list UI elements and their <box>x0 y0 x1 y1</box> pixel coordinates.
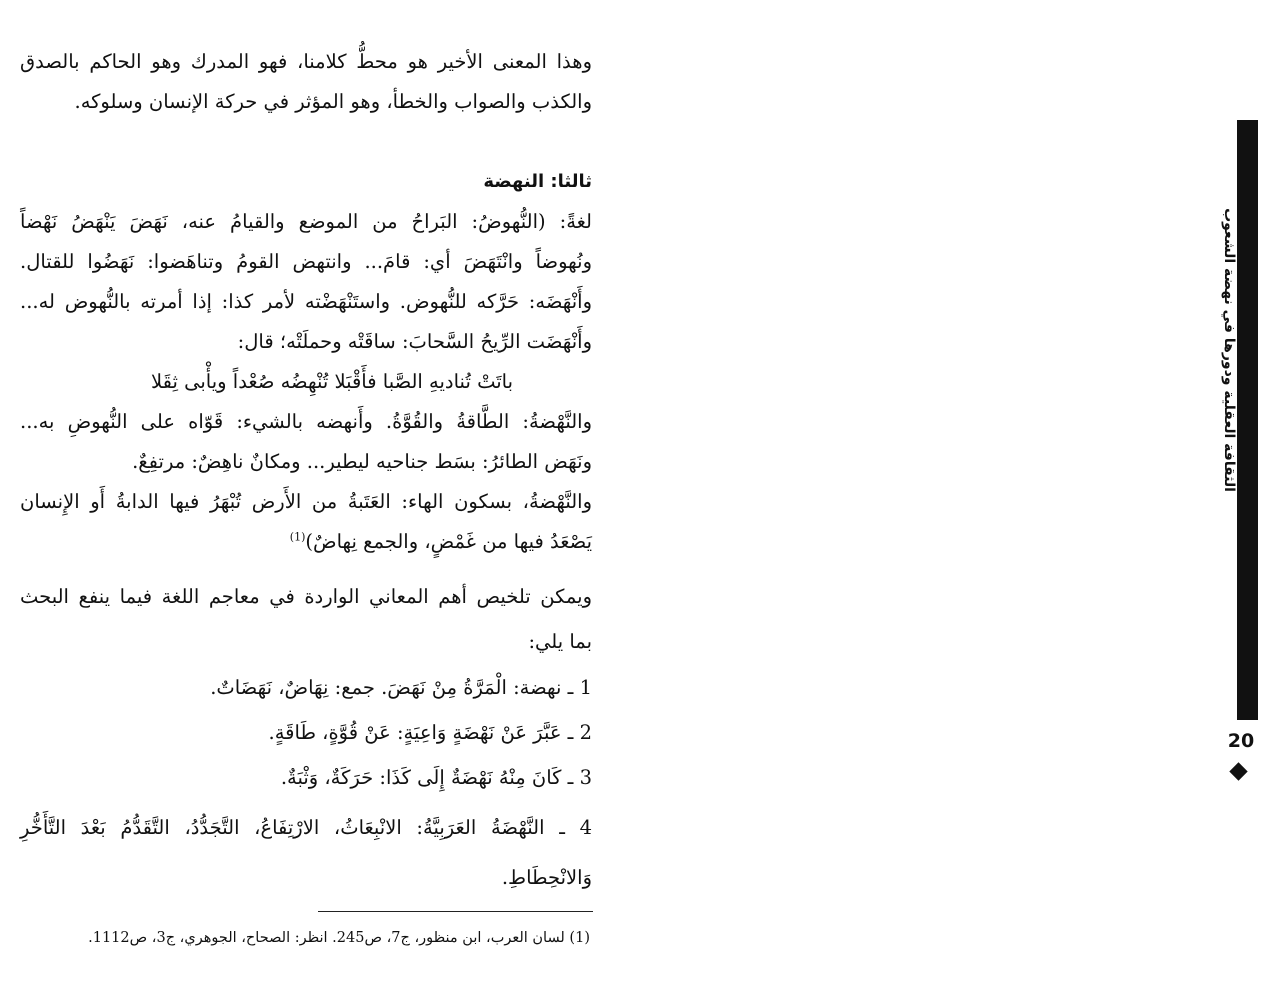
body-line: لغةً: (النُّهوضُ: البَراحُ من الموضع والقيامُ عنه، نَهَضَ يَنْهَضُ نَهْضاً <box>20 210 592 233</box>
footnote-separator <box>318 911 593 912</box>
body-line: والكذب والصواب والخطأ، وهو المؤثر في حركة الإنسان وسلوكه. <box>74 90 592 113</box>
body-line: ونَهَض الطائرُ: بسَط جناحيه ليطير... ومكانٌ ناهِضٌ: مرتفِعٌ. <box>132 450 592 473</box>
footnote: (1) لسان العرب، ابن منظور، ج7، ص245. انظر: الصحاح، الجوهري، ج3، ص1112. <box>88 930 590 946</box>
running-title-text: الثقافة العقلية ودورها في نهضة الشعوب <box>1221 208 1237 492</box>
thumb-index-bar <box>1237 120 1258 720</box>
diamond-ornament-icon <box>1229 762 1247 780</box>
body-line: ونُهوضاً وانْتَهَضَ أي: قامَ... وانتهض القومُ وتناهَضوا: نَهَضُوا للقتال. <box>20 250 592 273</box>
page-sidebar <box>606 0 1255 995</box>
body-line: وهذا المعنى الأخير هو محطُّ كلامنا، فهو المدرك وهو الحاكم بالصدق <box>20 50 592 73</box>
list-item: 4 ـ النَّهْضَةُ العَرَبِيَّةُ: الانْبِعَاثُ، الارْتِفَاعُ، التَّجَدُّدُ، التَّقَدُّمُ بَعْدَ التَّأَخُّرِ <box>20 816 592 839</box>
body-line-text: يَصْعَدُ فيها من غَمْضٍ، والجمع نِهاضٌ) <box>305 530 592 553</box>
body-line: ويمكن تلخيص أهم المعاني الواردة في معاجم اللغة فيما ينفع البحث <box>20 585 592 608</box>
list-item-continuation: وَالانْحِطَاطِ. <box>501 866 592 889</box>
body-line: وأَنْهَضَت الرِّيحُ السَّحابَ: ساقَتْه وحملَتْه؛ قال: <box>237 330 592 353</box>
list-item: 1 ـ نهضة: الْمَرَّةُ مِنْ نَهَضَ. جمع: نِهَاضٌ، نَهَضَاتٌ. <box>210 676 592 699</box>
poetry-verse: باتَتْ تُناديهِ الصَّبا فأَقْبَلا تُنْهِضُه صُعْداً ويأْبى ثِقَلا <box>150 370 514 393</box>
body-line-with-footnote <box>20 522 592 562</box>
list-item: 3 ـ كَانَ مِنْهُ نَهْضَةٌ إِلَى كَذَا: حَرَكَةٌ، وَثْبَةٌ. <box>280 766 592 789</box>
body-line: وأَنْهَضَه: حَرَّكه للنُّهوض. واستَنْهَضْته لأمر كذا: إذا أمرته بالنُّهوض له... <box>20 290 592 313</box>
page-number: 20 <box>1227 730 1255 752</box>
footnote-marker[interactable]: (1) <box>289 530 306 544</box>
list-item: 2 ـ عَبَّرَ عَنْ نَهْضَةٍ وَاعِيَةٍ: عَنْ قُوَّةٍ، طَاقَةٍ. <box>268 721 592 744</box>
body-line: والنَّهْضةُ: الطَّاقةُ والقُوَّةُ. وأَنهضه بالشيء: قَوّاه على النُّهوضِ به... <box>20 410 592 433</box>
body-line: بما يلي: <box>528 630 592 653</box>
section-heading: ثالثا: النهضة <box>483 171 592 192</box>
body-line: والنَّهْضةُ، بسكون الهاء: العَتَبةُ من الأَرض تُبْهَرُ فيها الدابةُ أَو الإِنسان <box>20 490 592 513</box>
